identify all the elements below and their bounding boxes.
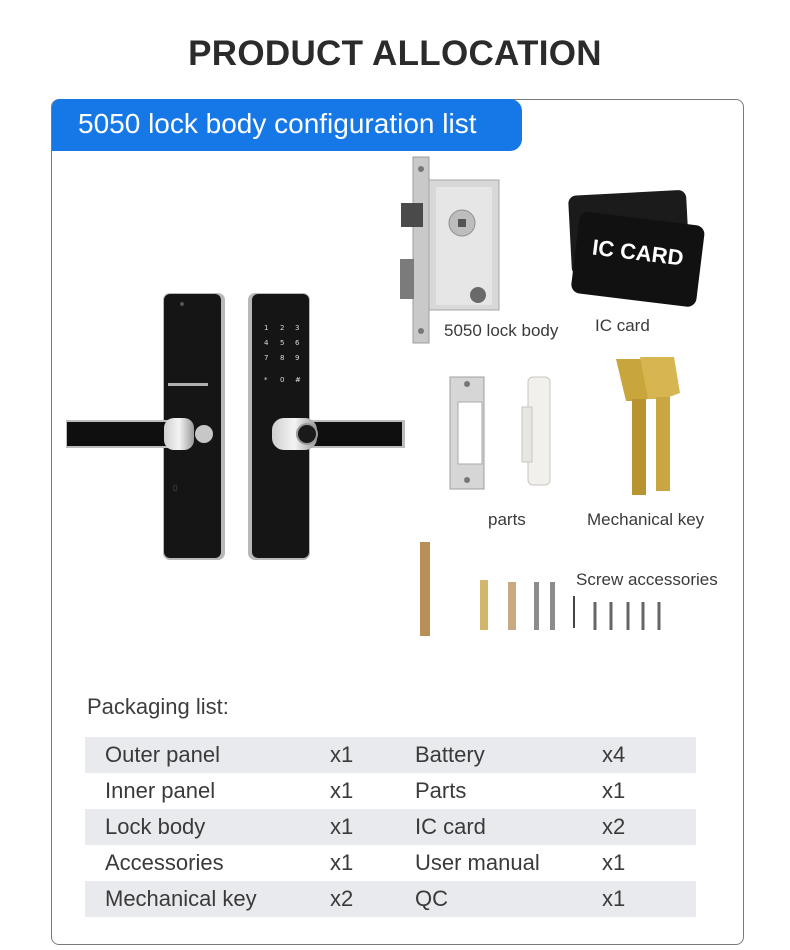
svg-text:▯: ▯ xyxy=(173,483,178,492)
item-name: Mechanical key xyxy=(105,886,257,911)
packaging-list-title: Packaging list: xyxy=(87,694,229,719)
svg-text:1: 1 xyxy=(264,324,269,332)
svg-text:0: 0 xyxy=(280,376,285,384)
item-qty: x1 xyxy=(330,742,354,767)
item-qty: x2 xyxy=(602,814,626,839)
ic-card-face-text: IC CARD xyxy=(590,234,685,271)
item-qty: x4 xyxy=(602,742,626,767)
item-name: Inner panel xyxy=(105,778,216,803)
svg-text:*: * xyxy=(264,376,268,384)
configuration-banner: 5050 lock body configuration list xyxy=(52,99,522,151)
item-qty: x1 xyxy=(330,778,354,803)
item-name: Accessories xyxy=(105,850,224,875)
smart-lock-image xyxy=(60,290,410,565)
svg-text:3: 3 xyxy=(295,324,300,332)
mechanical-key-label: Mechanical key xyxy=(587,510,705,529)
item-name: IC card xyxy=(415,814,486,839)
svg-text:#: # xyxy=(295,376,301,384)
lock-body-label: 5050 lock body xyxy=(444,321,559,340)
item-name: Lock body xyxy=(105,814,206,839)
table-row xyxy=(85,809,696,845)
table-row xyxy=(85,845,696,881)
item-name: Parts xyxy=(415,778,467,803)
svg-text:5: 5 xyxy=(280,339,285,347)
lock-body-image xyxy=(396,155,506,345)
item-name: Battery xyxy=(415,742,485,767)
item-qty: x2 xyxy=(330,886,354,911)
parts-label: parts xyxy=(488,510,526,529)
table-row xyxy=(85,881,696,917)
item-qty: x1 xyxy=(602,778,626,803)
item-qty: x1 xyxy=(330,814,354,839)
svg-text:7: 7 xyxy=(264,354,269,362)
parts-image xyxy=(440,372,560,492)
item-qty: x1 xyxy=(602,886,626,911)
svg-text:6: 6 xyxy=(295,339,300,347)
table-row xyxy=(85,773,696,809)
item-name: Outer panel xyxy=(105,742,220,767)
page-title: PRODUCT ALLOCATION xyxy=(188,34,602,73)
item-name: QC xyxy=(415,886,448,911)
item-name: User manual xyxy=(415,850,540,875)
svg-text:4: 4 xyxy=(264,339,269,347)
screw-accessories-label: Screw accessories xyxy=(576,570,718,589)
ic-card-label: IC card xyxy=(595,316,650,335)
table-row xyxy=(85,737,696,773)
mechanical-key-image xyxy=(612,355,687,500)
screw-accessories-image xyxy=(410,540,670,640)
item-qty: x1 xyxy=(330,850,354,875)
svg-text:9: 9 xyxy=(295,354,300,362)
svg-text:2: 2 xyxy=(280,324,285,332)
item-qty: x1 xyxy=(602,850,626,875)
packaging-table xyxy=(85,737,696,917)
svg-text:8: 8 xyxy=(280,354,285,362)
